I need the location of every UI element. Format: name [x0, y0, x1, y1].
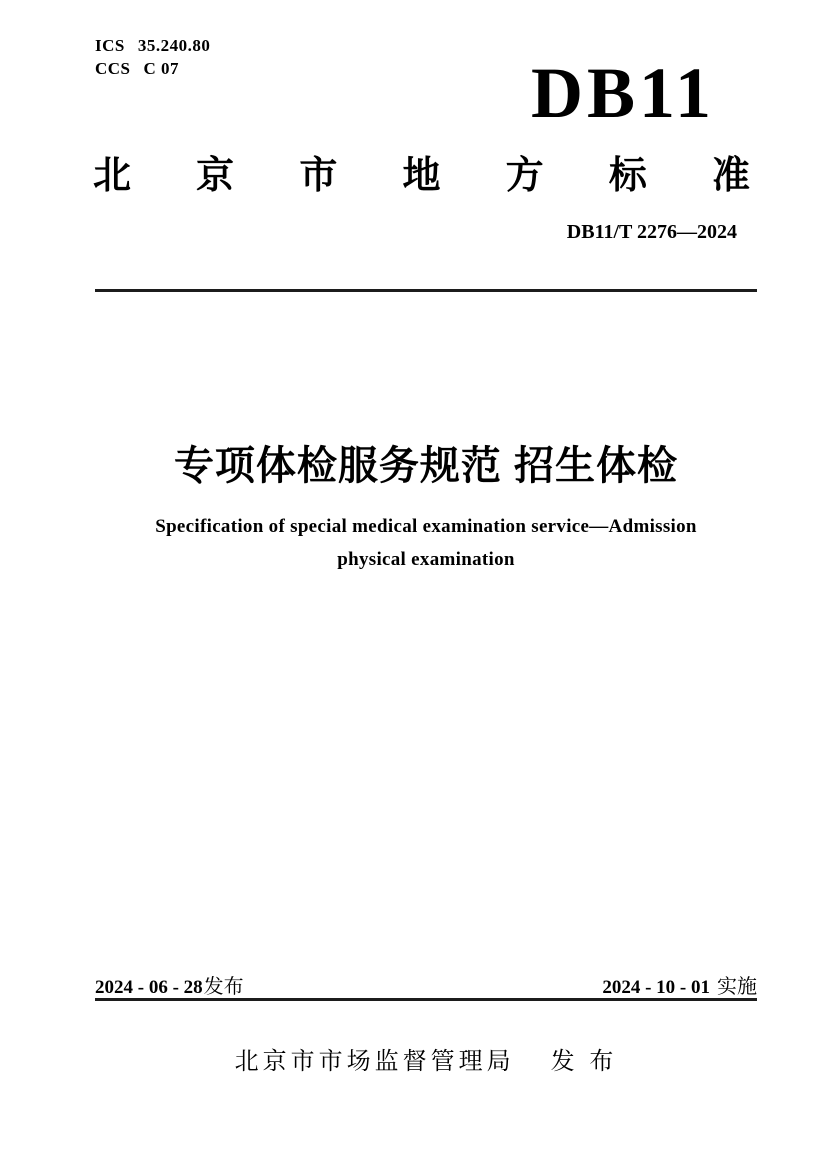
- implementation-date-label: 实施: [717, 976, 757, 998]
- issue-date-value: 2024 - 06 - 28: [95, 977, 203, 998]
- implementation-date: [602, 970, 757, 999]
- document-title-en-line1: Specification of special medical examination service—Admission: [155, 516, 697, 537]
- ccs-label: CCS: [95, 59, 131, 78]
- header-rule: [95, 289, 757, 292]
- standard-category-title: 北 京 市 地 方 标 准: [93, 155, 750, 197]
- publisher-action-label: 发 布: [550, 1048, 618, 1075]
- issue-date-label: 发布: [203, 976, 244, 998]
- ccs-code: [95, 57, 210, 80]
- classification-codes: [95, 34, 210, 80]
- ics-label: ICS: [95, 36, 125, 55]
- db11-logo: DB11: [530, 53, 715, 133]
- implementation-date-value: 2024 - 10 - 01: [602, 977, 710, 998]
- standard-number: DB11/T 2276—2024: [566, 221, 737, 243]
- issue-date: [95, 970, 244, 999]
- publisher: [95, 1046, 757, 1078]
- ics-value: 35.240.80: [137, 36, 211, 55]
- publisher-agency: 北京市市场监督管理局: [234, 1048, 515, 1075]
- document-title-en-line2: physical examination: [337, 549, 515, 570]
- ccs-value: C 07: [143, 59, 180, 78]
- dates-row: [95, 970, 757, 999]
- document-title-en: [75, 510, 777, 576]
- document-title-cn: 专项体检服务规范 招生体检: [173, 444, 679, 488]
- ics-code: [95, 34, 210, 57]
- footer-rule: [95, 998, 757, 1001]
